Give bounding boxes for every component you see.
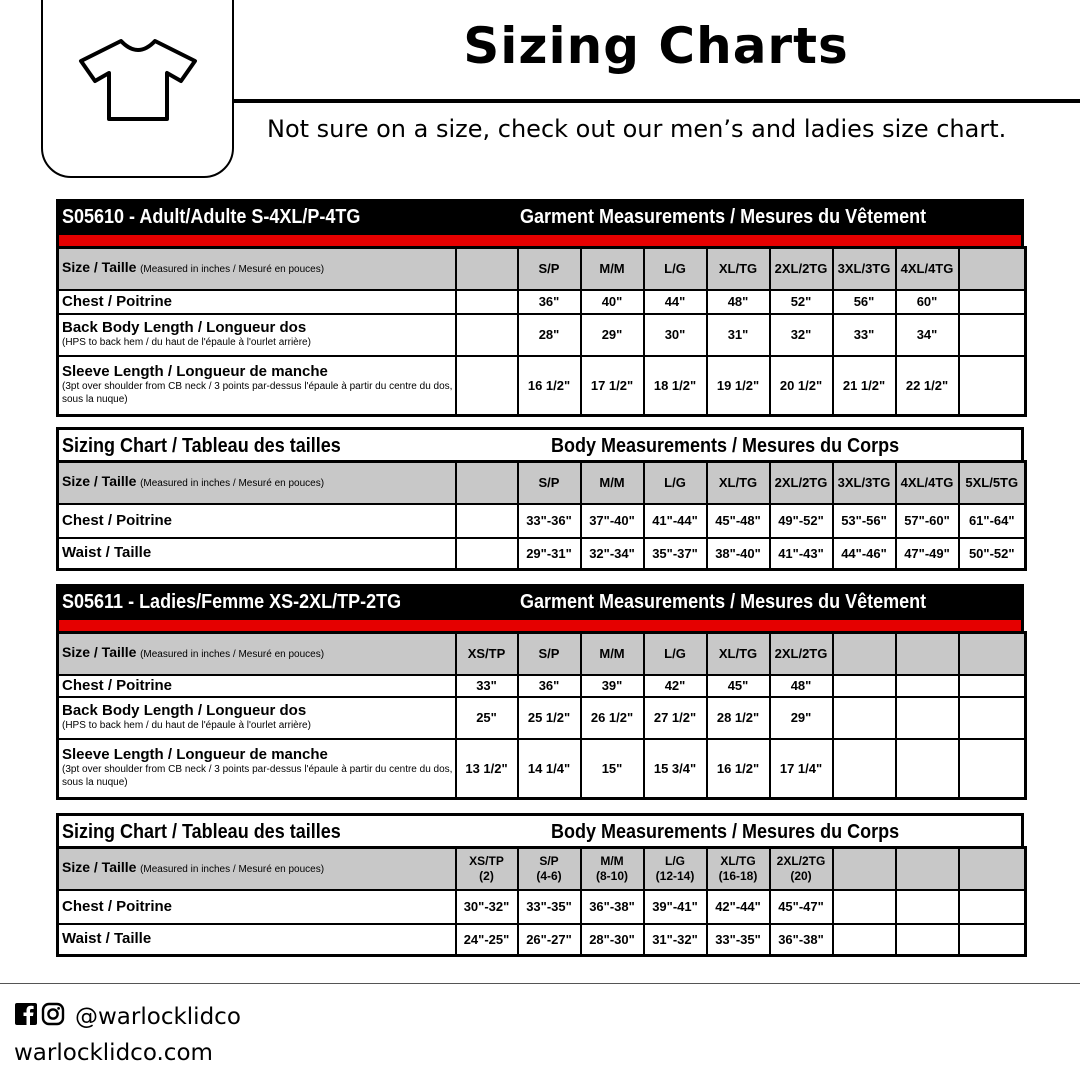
- size-name: M/M: [599, 261, 625, 277]
- ladies-body-section: [56, 813, 1024, 957]
- size-label: Size / Taille: [62, 644, 137, 661]
- size-label-cell: [58, 462, 456, 504]
- section-header: [56, 427, 1024, 460]
- measurement-value: 49"-52": [770, 504, 833, 538]
- size-header-cell: [833, 462, 896, 504]
- measurement-label: Chest / Poitrine: [62, 897, 173, 915]
- measurement-value: 26"-27": [518, 924, 581, 956]
- measurement-value: [833, 924, 896, 956]
- instagram-icon[interactable]: [41, 1002, 65, 1032]
- men-body-section: [56, 427, 1024, 571]
- measurement-value: 13 1/2": [456, 739, 518, 799]
- measurement-value: 30"-32": [456, 890, 518, 924]
- measurement-value: 52": [770, 290, 833, 314]
- size-name: 4XL/4TG: [900, 475, 954, 491]
- size-header-cell: [518, 633, 581, 675]
- measurement-value: [896, 924, 959, 956]
- measurement-value: 36"-38": [770, 924, 833, 956]
- measurement-value: 36": [518, 290, 581, 314]
- section-header: [56, 584, 1024, 620]
- size-label-cell: [58, 248, 456, 290]
- measurement-label-cell: [58, 356, 456, 416]
- size-name: XL/TG: [718, 261, 758, 277]
- size-header-cell: [770, 848, 833, 890]
- measurement-value: 31": [707, 314, 770, 356]
- size-header-cell: [707, 633, 770, 675]
- size-header-cell: [581, 633, 644, 675]
- measurement-value: [959, 314, 1026, 356]
- size-note: (Measured in inches / Mesuré en pouces): [140, 264, 325, 276]
- size-name: 4XL/4TG: [900, 261, 954, 277]
- measurement-value: 50"-52": [959, 538, 1026, 570]
- size-header-cell: [456, 462, 518, 504]
- size-note: (Measured in inches / Mesuré en pouces): [140, 649, 325, 661]
- measurement-value: 22 1/2": [896, 356, 959, 416]
- measurement-label-cell: [58, 504, 456, 538]
- measurement-value: 29": [770, 697, 833, 739]
- measurement-row: [58, 538, 1026, 570]
- size-name: S/P: [538, 646, 560, 662]
- measurement-row: [58, 356, 1026, 416]
- size-name: L/G: [664, 261, 686, 277]
- measurement-label-cell: [58, 538, 456, 570]
- social-handle[interactable]: @warlocklidco: [75, 1004, 241, 1030]
- size-name: XL/TG: [718, 475, 758, 491]
- size-header-cell: [456, 848, 518, 890]
- size-header-cell: [833, 633, 896, 675]
- size-header-cell: [896, 462, 959, 504]
- measurement-label: Sleeve Length / Longueur de manche: [62, 746, 328, 764]
- measurement-label: Waist / Taille: [62, 930, 152, 948]
- measurement-value: 25": [456, 697, 518, 739]
- measurement-value: 44"-46": [833, 538, 896, 570]
- size-header-cell: [644, 462, 707, 504]
- size-header-cell: [581, 248, 644, 290]
- measurement-value: 31"-32": [644, 924, 707, 956]
- section-subtitle: Body Measurements / Mesures du Corps: [551, 821, 900, 843]
- footer-divider: [0, 983, 1080, 984]
- size-header-cell: [959, 633, 1026, 675]
- size-name: 2XL/2TG: [774, 475, 828, 491]
- tshirt-icon-box: [41, 0, 234, 178]
- measurement-value: 57"-60": [896, 504, 959, 538]
- section-title: Sizing Chart / Tableau des tailles: [62, 821, 341, 843]
- measurement-value: [833, 697, 896, 739]
- measurement-note: (HPS to back hem / du haut de l'épaule à l'ourlet arrière): [62, 720, 311, 731]
- measurement-value: [833, 739, 896, 799]
- measurement-label-cell: [58, 890, 456, 924]
- size-header-row: [58, 633, 1026, 675]
- section-subtitle: Garment Measurements / Mesures du Vêtement: [520, 206, 927, 228]
- measurement-value: [456, 538, 518, 570]
- measurement-value: 37"-40": [581, 504, 644, 538]
- measurement-value: 21 1/2": [833, 356, 896, 416]
- measurement-value: 36": [518, 675, 581, 697]
- measurement-value: [959, 890, 1026, 924]
- measurement-value: 34": [896, 314, 959, 356]
- measurement-value: 45"-47": [770, 890, 833, 924]
- size-header-cell: [644, 848, 707, 890]
- size-header-cell: [581, 462, 644, 504]
- measurement-value: 15 3/4": [644, 739, 707, 799]
- measurement-value: [959, 290, 1026, 314]
- measurement-value: [896, 890, 959, 924]
- section-title: Sizing Chart / Tableau des tailles: [62, 435, 341, 457]
- measurement-value: 47"-49": [896, 538, 959, 570]
- size-header-row: [58, 462, 1026, 504]
- ladies-garment-section: [56, 584, 1024, 800]
- measurement-value: 16 1/2": [707, 739, 770, 799]
- measurement-value: [456, 314, 518, 356]
- size-name: S/P: [538, 261, 560, 277]
- measurement-row: [58, 675, 1026, 697]
- size-header-cell: [959, 248, 1026, 290]
- size-label: Size / Taille: [62, 259, 137, 276]
- measurement-value: 24"-25": [456, 924, 518, 956]
- size-header-cell: [833, 848, 896, 890]
- measurement-label: Chest / Poitrine: [62, 676, 173, 694]
- measurement-value: 16 1/2": [518, 356, 581, 416]
- red-divider: [56, 620, 1024, 631]
- size-numeric: (12-14): [655, 868, 695, 883]
- size-header-cell: [644, 248, 707, 290]
- measurement-value: 14 1/4": [518, 739, 581, 799]
- size-label-cell: [58, 848, 456, 890]
- page-subtitle: Not sure on a size, check out our men’s and ladies size chart.: [267, 115, 1007, 143]
- measurement-value: 44": [644, 290, 707, 314]
- size-header-cell: [896, 248, 959, 290]
- size-header-row: [58, 848, 1026, 890]
- measurement-value: 20 1/2": [770, 356, 833, 416]
- size-name: L/G: [665, 853, 685, 868]
- measurement-value: 42"-44": [707, 890, 770, 924]
- section-header: [56, 199, 1024, 235]
- ladies-body-table: [56, 846, 1027, 957]
- facebook-icon[interactable]: [15, 1003, 37, 1031]
- size-header-row: [58, 248, 1026, 290]
- size-name: 2XL/2TG: [776, 853, 826, 868]
- measurement-value: 40": [581, 290, 644, 314]
- measurement-value: 33"-35": [707, 924, 770, 956]
- size-note: (Measured in inches / Mesuré en pouces): [140, 864, 325, 876]
- measurement-value: [959, 675, 1026, 697]
- measurement-value: [833, 890, 896, 924]
- size-header-cell: [896, 633, 959, 675]
- measurement-row: [58, 697, 1026, 739]
- size-numeric: (2): [479, 868, 494, 883]
- measurement-value: 33"-36": [518, 504, 581, 538]
- size-name: 3XL/3TG: [837, 261, 891, 277]
- measurement-value: 45"-48": [707, 504, 770, 538]
- measurement-value: 39": [581, 675, 644, 697]
- size-name: L/G: [664, 475, 686, 491]
- men-garment-table: [56, 246, 1027, 417]
- measurement-value: [959, 924, 1026, 956]
- measurement-value: 60": [896, 290, 959, 314]
- size-header-cell: [518, 248, 581, 290]
- measurement-value: 61"-64": [959, 504, 1026, 538]
- measurement-value: 28": [518, 314, 581, 356]
- measurement-label-cell: [58, 675, 456, 697]
- measurement-value: 48": [707, 290, 770, 314]
- size-numeric: (4-6): [536, 868, 562, 883]
- size-name: XL/TG: [718, 646, 758, 662]
- size-header-cell: [518, 848, 581, 890]
- measurement-row: [58, 739, 1026, 799]
- measurement-value: 32"-34": [581, 538, 644, 570]
- measurement-value: 45": [707, 675, 770, 697]
- measurement-value: 33"-35": [518, 890, 581, 924]
- size-header-cell: [707, 848, 770, 890]
- measurement-value: [833, 675, 896, 697]
- measurement-label-cell: [58, 290, 456, 314]
- size-label: Size / Taille: [62, 859, 137, 876]
- size-name: 3XL/3TG: [837, 475, 891, 491]
- measurement-label: Chest / Poitrine: [62, 292, 173, 310]
- measurement-value: 26 1/2": [581, 697, 644, 739]
- size-header-cell: [770, 633, 833, 675]
- men-garment-section: [56, 199, 1024, 417]
- measurement-value: [959, 697, 1026, 739]
- measurement-value: [896, 697, 959, 739]
- measurement-label-cell: [58, 739, 456, 799]
- measurement-row: [58, 504, 1026, 538]
- measurement-label: Back Body Length / Longueur dos: [62, 319, 307, 336]
- red-divider: [56, 235, 1024, 246]
- size-note: (Measured in inches / Mesuré en pouces): [140, 478, 325, 490]
- size-numeric: (8-10): [595, 868, 628, 883]
- size-name: 5XL/5TG: [965, 475, 1019, 491]
- section-subtitle: Body Measurements / Mesures du Corps: [551, 435, 900, 457]
- size-header-cell: [770, 248, 833, 290]
- size-name: S/P: [538, 475, 560, 491]
- measurement-value: 33": [456, 675, 518, 697]
- measurement-value: 18 1/2": [644, 356, 707, 416]
- size-name: XS/TP: [467, 646, 506, 662]
- size-name: S/P: [539, 853, 559, 868]
- measurement-note: (3pt over shoulder from CB neck / 3 points par-dessus l'épaule à partir du centre du dos, sous la nuque): [62, 764, 453, 789]
- section-title: S05611 - Ladies/Femme XS-2XL/TP-2TG: [62, 591, 402, 613]
- measurement-note: (HPS to back hem / du haut de l'épaule à l'ourlet arrière): [62, 337, 311, 348]
- measurement-value: 29": [581, 314, 644, 356]
- size-name: M/M: [599, 646, 625, 662]
- measurement-row: [58, 890, 1026, 924]
- measurement-value: [959, 739, 1026, 799]
- measurement-value: 27 1/2": [644, 697, 707, 739]
- measurement-value: 28"-30": [581, 924, 644, 956]
- measurement-value: 25 1/2": [518, 697, 581, 739]
- size-header-cell: [644, 633, 707, 675]
- measurement-value: 41"-43": [770, 538, 833, 570]
- measurement-label: Back Body Length / Longueur dos: [62, 702, 307, 719]
- size-name: 2XL/2TG: [774, 646, 828, 662]
- measurement-label: Chest / Poitrine: [62, 511, 173, 529]
- measurement-value: 15": [581, 739, 644, 799]
- section-title: S05610 - Adult/Adulte S-4XL/P-4TG: [62, 206, 361, 228]
- size-header-cell: [707, 462, 770, 504]
- size-name: XS/TP: [469, 853, 504, 868]
- measurement-value: 38"-40": [707, 538, 770, 570]
- measurement-label-cell: [58, 697, 456, 739]
- measurement-label-cell: [58, 314, 456, 356]
- measurement-value: 53"-56": [833, 504, 896, 538]
- tshirt-icon: [77, 37, 199, 123]
- men-body-table: [56, 460, 1027, 571]
- measurement-value: 30": [644, 314, 707, 356]
- size-header-cell: [959, 462, 1026, 504]
- measurement-value: [896, 675, 959, 697]
- size-label-cell: [58, 633, 456, 675]
- measurement-value: 35"-37": [644, 538, 707, 570]
- measurement-label: Sleeve Length / Longueur de manche: [62, 363, 328, 381]
- measurement-value: [456, 504, 518, 538]
- size-header-cell: [770, 462, 833, 504]
- measurement-value: 33": [833, 314, 896, 356]
- measurement-value: 39"-41": [644, 890, 707, 924]
- size-header-cell: [833, 248, 896, 290]
- social-handle-row[interactable]: [15, 1002, 241, 1032]
- size-header-cell: [959, 848, 1026, 890]
- size-numeric: (16-18): [718, 868, 758, 883]
- measurement-value: 56": [833, 290, 896, 314]
- size-name: M/M: [599, 475, 625, 491]
- measurement-value: 28 1/2": [707, 697, 770, 739]
- size-name: M/M: [600, 853, 624, 868]
- ladies-garment-table: [56, 631, 1027, 800]
- section-subtitle: Garment Measurements / Mesures du Vêtement: [520, 591, 927, 613]
- page-title: Sizing Charts: [463, 17, 849, 75]
- website-link[interactable]: warlocklidco.com: [14, 1040, 213, 1066]
- section-header: [56, 813, 1024, 846]
- size-label: Size / Taille: [62, 473, 137, 490]
- size-header-cell: [707, 248, 770, 290]
- size-header-cell: [581, 848, 644, 890]
- measurement-value: 41"-44": [644, 504, 707, 538]
- size-numeric: (20): [790, 868, 812, 883]
- measurement-value: 17 1/4": [770, 739, 833, 799]
- measurement-value: [456, 356, 518, 416]
- measurement-label-cell: [58, 924, 456, 956]
- measurement-value: [896, 739, 959, 799]
- size-name: XL/TG: [720, 853, 756, 868]
- measurement-row: [58, 290, 1026, 314]
- size-name: L/G: [664, 646, 686, 662]
- measurement-value: 42": [644, 675, 707, 697]
- measurement-label: Waist / Taille: [62, 544, 152, 562]
- measurement-value: 17 1/2": [581, 356, 644, 416]
- measurement-note: (3pt over shoulder from CB neck / 3 points par-dessus l'épaule à partir du centre du dos, sous la nuque): [62, 381, 453, 406]
- size-header-cell: [896, 848, 959, 890]
- measurement-row: [58, 314, 1026, 356]
- measurement-value: 19 1/2": [707, 356, 770, 416]
- measurement-row: [58, 924, 1026, 956]
- measurement-value: [959, 356, 1026, 416]
- measurement-value: 29"-31": [518, 538, 581, 570]
- size-header-cell: [518, 462, 581, 504]
- measurement-value: 48": [770, 675, 833, 697]
- measurement-value: 36"-38": [581, 890, 644, 924]
- measurement-value: 32": [770, 314, 833, 356]
- size-header-cell: [456, 633, 518, 675]
- size-name: 2XL/2TG: [774, 261, 828, 277]
- measurement-value: [456, 290, 518, 314]
- size-header-cell: [456, 248, 518, 290]
- title-divider: [233, 99, 1080, 103]
